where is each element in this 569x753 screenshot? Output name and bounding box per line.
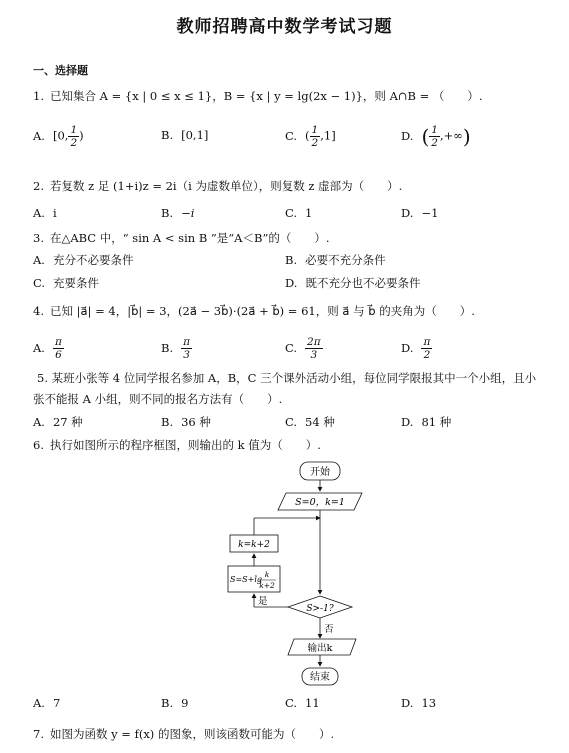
update-s-numerator: k	[264, 570, 270, 579]
question-number: 1.	[33, 89, 44, 103]
question-number: 6.	[33, 438, 44, 452]
option-b: B. 9	[161, 696, 189, 710]
option-d: D. 81 种	[401, 415, 452, 429]
question-stem: 已知集合 A = {x | 0 ≤ x ≤ 1}，B = {x | y = lg(2x − 1)}，则 A∩B = （ ）.	[49, 89, 483, 103]
option-c: C. 充要条件	[33, 276, 100, 290]
question-2	[33, 178, 402, 194]
fraction: $\frac{\pi}{6}$	[54, 336, 62, 361]
page-title: 教师招聘高中数学考试习题	[176, 17, 393, 37]
question-stem: 在△ABC 中，“ sin A < sin B ”是“A＜B”的（ ）.	[49, 231, 330, 245]
option-c: C. 11	[285, 696, 320, 710]
no-label: 否	[324, 624, 334, 635]
option-a: A. [0, $\frac{1}{2}$ )	[33, 124, 84, 149]
question-number: 3.	[33, 231, 44, 245]
option-c: C. 54 种	[285, 415, 335, 429]
option-a: A. i	[33, 206, 57, 220]
option-d: D. −1	[401, 206, 439, 220]
condition-label: S>-1?	[306, 604, 334, 614]
question-6	[33, 437, 321, 453]
question-number: 5.	[37, 371, 48, 385]
question-stem: 执行如图所示的程序框图，则输出的 k 值为（ ）.	[49, 438, 321, 452]
question-3-options-row1	[33, 252, 543, 274]
fraction: $\frac{1}{2}$	[70, 124, 78, 149]
option-a: A. 27 种	[33, 415, 83, 429]
start-label: 开始	[310, 467, 330, 478]
question-4	[33, 303, 475, 319]
question-5	[33, 368, 553, 410]
option-b: B. 36 种	[161, 415, 211, 429]
question-stem: 已知 |a⃗| = 4，|b⃗| = 3，(2a⃗ − 3b⃗)·(2a⃗ + b⃗) = 61，则 a⃗ 与 b⃗ 的夹角为（ ）.	[49, 304, 475, 318]
output-label: 输出k	[307, 643, 333, 654]
end-label: 结束	[310, 672, 330, 683]
question-6-options	[33, 696, 543, 718]
question-number: 4.	[33, 304, 44, 318]
option-d: D. 13	[401, 696, 437, 710]
fraction: $\frac{1}{2}$	[311, 124, 319, 149]
section-heading: 一、选择题	[33, 64, 88, 77]
fraction: $\frac{2\pi}{3}$	[307, 336, 321, 361]
question-number: 2.	[33, 179, 44, 193]
update-k-label: k=k+2	[238, 540, 270, 550]
fraction: $\frac{\pi}{3}$	[183, 336, 191, 361]
option-d: D. 既不充分也不必要条件	[285, 276, 421, 290]
option-a: A. $\frac{\pi}{6}$	[33, 336, 62, 361]
fraction: $\frac{\pi}{2}$	[423, 336, 431, 361]
fraction: $\frac{1}{2}$	[431, 124, 438, 149]
question-1	[33, 88, 483, 104]
update-s-denominator: k+2	[259, 581, 275, 590]
question-stem: 如图为函数 y = f(x) 的图象，则该函数可能为（ ）.	[49, 727, 335, 741]
question-stem: 若复数 z 足 (1+i)z = 2i（i 为虚数单位），则复数 z 虚部为（ ）.	[49, 179, 403, 193]
option-c: C. $\frac{2\pi}{3}$	[285, 336, 321, 361]
question-3-options-row2	[33, 275, 543, 297]
question-1-options	[33, 124, 543, 149]
option-b: B. −i	[161, 206, 195, 220]
question-stem-line1: 某班小张等 4 位同学报名参加 A，B，C 三个课外活动小组，每位同学限报其中一个小组，且小	[51, 371, 537, 385]
init-label: S=0，k=1	[295, 497, 345, 508]
question-stem-line2: 张不能报 A 小组，则不同的报名方法有（ ）.	[33, 392, 283, 406]
option-a: A. 充分不必要条件	[33, 253, 134, 267]
option-a: A. 7	[33, 696, 61, 710]
option-d: D. $\frac{\pi}{2}$	[401, 336, 431, 361]
option-b: B. $\frac{\pi}{3}$	[161, 336, 191, 361]
option-b: B. [0,1]	[161, 128, 209, 142]
program-flowchart	[210, 458, 380, 690]
question-7	[33, 726, 334, 742]
option-c: C. ( $\frac{1}{2}$ ,1]	[285, 124, 336, 149]
option-d: D. ( $\frac{1}{2}$ ,+∞)	[401, 124, 471, 149]
option-b: B. 必要不充分条件	[285, 253, 386, 267]
question-2-options	[33, 206, 543, 228]
yes-label: 是	[258, 596, 268, 607]
question-number: 7.	[33, 727, 44, 741]
question-3	[33, 230, 329, 246]
update-s-label: S=S+lg	[230, 575, 263, 584]
question-5-options	[33, 414, 543, 436]
option-c: C. 1	[285, 206, 313, 220]
question-4-options	[33, 336, 543, 361]
